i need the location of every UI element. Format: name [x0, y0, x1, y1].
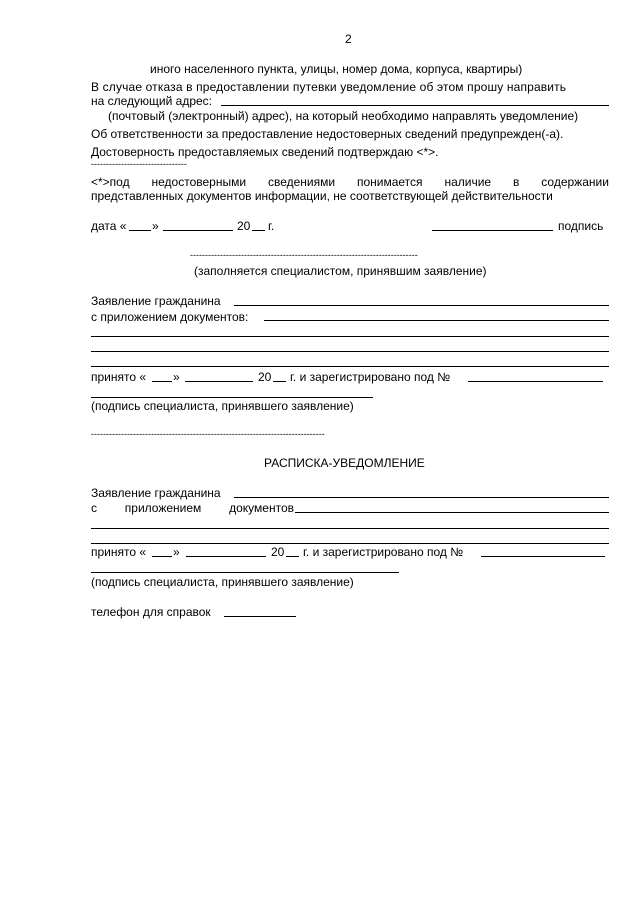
- receipt-application-label: Заявление гражданина: [91, 486, 221, 500]
- receipt-registration-number-field[interactable]: [481, 556, 605, 557]
- refusal-address-field[interactable]: [221, 105, 609, 106]
- receipt-specialist-signature-field[interactable]: [91, 572, 399, 573]
- footnote-word: понимается: [356, 175, 423, 189]
- footnote-word: <*>под: [91, 175, 130, 189]
- receipt-accepted-day-field[interactable]: [152, 556, 172, 557]
- footnote-separator: --------------------------------: [91, 159, 187, 169]
- date-day-field[interactable]: [129, 230, 151, 231]
- specialist-separator: ----------------------------------------------------------------------------: [190, 250, 418, 260]
- receipt-attachments-line[interactable]: [91, 528, 609, 529]
- receipt-attachments-word: с: [91, 501, 97, 515]
- accepted-year-prefix: 20: [258, 370, 272, 384]
- responsibility-text: Об ответственности за предоставление недостоверных сведений предупрежден(-а).: [91, 127, 564, 141]
- receipt-attachments-word: документов: [229, 501, 294, 515]
- attachments-label: с приложением документов:: [91, 310, 249, 324]
- footnote-word: сведениями: [267, 175, 336, 189]
- registration-number-field[interactable]: [468, 381, 603, 382]
- accepted-quote-close: »: [173, 370, 180, 384]
- receipt-attachments-field[interactable]: [295, 512, 609, 513]
- receipt-title: РАСПИСКА-УВЕДОМЛЕНИЕ: [264, 456, 425, 470]
- address-hint: иного населенного пункта, улицы, номер дома, корпуса, квартиры): [150, 62, 523, 76]
- receipt-attachments-label: [91, 501, 294, 515]
- specialist-note: (заполняется специалистом, принявшим заявление): [194, 264, 487, 278]
- accepted-day-field[interactable]: [152, 381, 172, 382]
- receipt-accepted-year-field[interactable]: [286, 556, 299, 557]
- attachments-field[interactable]: [264, 320, 609, 321]
- receipt-attachments-line[interactable]: [91, 543, 609, 544]
- attachments-line[interactable]: [91, 351, 609, 352]
- date-year-suffix: г.: [268, 219, 275, 233]
- footnote-word: недостоверными: [151, 175, 247, 189]
- signature-label: подпись: [558, 219, 604, 233]
- cut-line: ------------------------------------------------------------------------------: [91, 429, 325, 439]
- date-quote-close: »: [152, 219, 159, 233]
- footnote-line1: [91, 175, 609, 189]
- application-label: Заявление гражданина: [91, 294, 221, 308]
- receipt-accepted-quote-close: »: [173, 545, 180, 559]
- accepted-month-field[interactable]: [185, 381, 253, 382]
- date-month-field[interactable]: [163, 230, 233, 231]
- receipt-accepted-prefix: принято «: [91, 545, 147, 559]
- receipt-accepted-month-field[interactable]: [186, 556, 266, 557]
- receipt-application-field[interactable]: [234, 497, 609, 498]
- phone-label: телефон для справок: [91, 605, 211, 619]
- signature-field[interactable]: [432, 230, 553, 231]
- footnote-word: в: [513, 175, 520, 189]
- accepted-prefix: принято «: [91, 370, 147, 384]
- refusal-text-line1: В случае отказа в предоставлении путевки уведомление об этом прошу направить: [91, 80, 567, 94]
- phone-field[interactable]: [224, 616, 296, 617]
- receipt-accepted-year-prefix: 20: [271, 545, 285, 559]
- receipt-specialist-signature-hint: (подпись специалиста, принявшего заявление): [91, 575, 354, 589]
- date-prefix: дата «: [91, 219, 127, 233]
- reliability-text: Достоверность предоставляемых сведений подтверждаю <*>.: [91, 145, 439, 159]
- refusal-address-hint: (почтовый (электронный) адрес), на который необходимо направлять уведомление): [108, 109, 579, 123]
- footnote-line2: представленных документов информации, не соответствующей действительности: [91, 189, 553, 203]
- receipt-attachments-word: приложением: [124, 501, 202, 515]
- specialist-signature-hint: (подпись специалиста, принявшего заявление): [91, 399, 354, 413]
- registered-label: г. и зарегистрировано под №: [290, 370, 451, 384]
- footnote-word: содержании: [541, 175, 609, 189]
- footnote-word: наличие: [444, 175, 492, 189]
- attachments-line[interactable]: [91, 336, 609, 337]
- receipt-registered-label: г. и зарегистрировано под №: [303, 545, 464, 559]
- refusal-text-line2: на следующий адрес:: [91, 94, 213, 108]
- date-year-prefix: 20: [237, 219, 251, 233]
- page-number: 2: [345, 32, 352, 46]
- attachments-line[interactable]: [91, 366, 609, 367]
- application-field[interactable]: [234, 305, 609, 306]
- accepted-year-field[interactable]: [273, 381, 286, 382]
- specialist-signature-field[interactable]: [91, 397, 373, 398]
- date-year-field[interactable]: [252, 230, 265, 231]
